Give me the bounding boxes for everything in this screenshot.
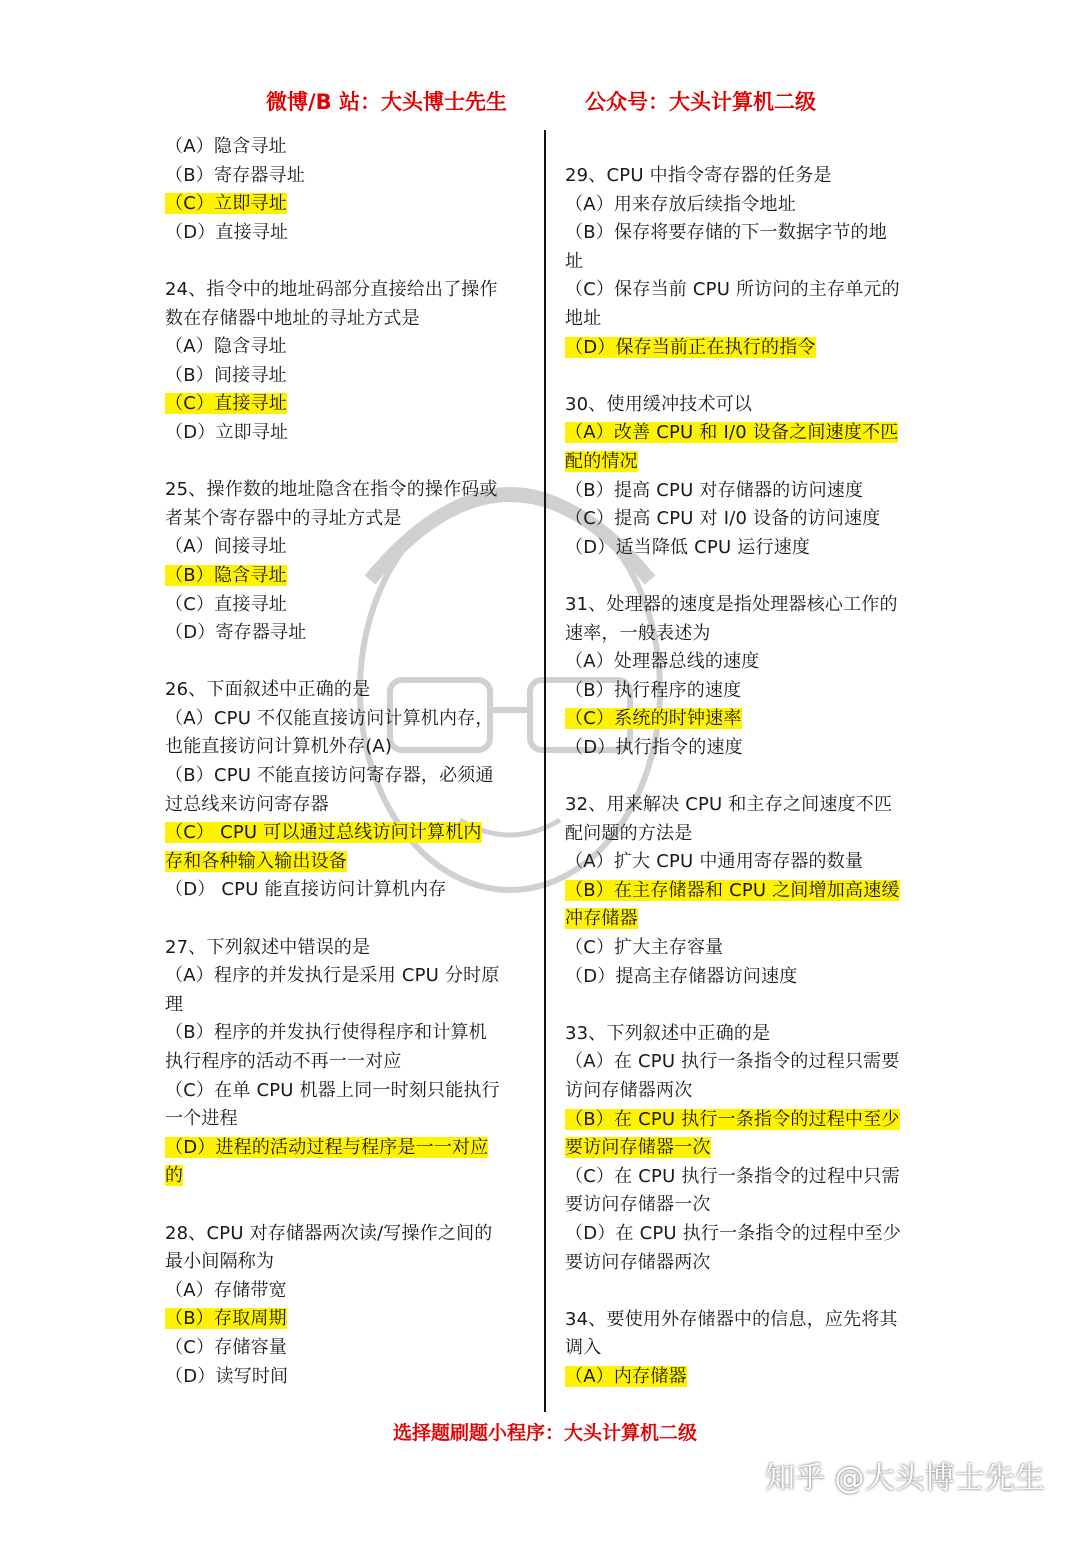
line-text: （A）程序的并发执行是采用 CPU 分时原 xyxy=(165,965,500,987)
line-text: （C）扩大主存容量 xyxy=(565,937,724,959)
question-line xyxy=(165,1248,533,1277)
answer-line-highlighted xyxy=(565,419,933,448)
column-divider xyxy=(544,130,546,1412)
question-line xyxy=(565,1077,933,1106)
question-line xyxy=(565,1191,933,1220)
line-text: 27、下列叙述中错误的是 xyxy=(165,936,371,958)
answer-line-highlighted xyxy=(565,334,933,363)
page-header xyxy=(0,86,1090,118)
line-text: （A）隐含寻址 xyxy=(165,336,287,358)
line-text: （D）保存当前正在执行的指令 xyxy=(565,336,816,358)
question-line xyxy=(165,333,533,362)
line-text: 配的情况 xyxy=(565,450,638,472)
line-text: （B）在 CPU 执行一条指令的过程中至少 xyxy=(565,1108,900,1130)
question-line xyxy=(165,705,533,734)
line-text: 要访问存储器一次 xyxy=(565,1194,711,1216)
line-text: 要访问存储器一次 xyxy=(565,1137,711,1159)
line-text: 地址 xyxy=(565,307,602,329)
line-text: （D）提高主存储器访问速度 xyxy=(565,965,798,987)
line-text: 26、下面叙述中正确的是 xyxy=(165,679,371,701)
answer-line-highlighted xyxy=(165,390,533,419)
spacer xyxy=(565,1277,933,1306)
line-text: 31、处理器的速度是指处理器核心工作的 xyxy=(565,593,898,615)
question-line xyxy=(165,876,533,905)
answer-line-highlighted xyxy=(565,1363,933,1392)
left-question-column xyxy=(165,133,533,1391)
line-text: 25、操作数的地址隐含在指令的操作码或 xyxy=(165,479,498,501)
spacer xyxy=(165,448,533,477)
question-line xyxy=(165,1019,533,1048)
spacer xyxy=(565,991,933,1020)
answer-line-highlighted xyxy=(165,1134,533,1163)
line-text: 32、用来解决 CPU 和主存之间速度不匹 xyxy=(565,794,893,816)
line-text: （B）存取周期 xyxy=(165,1308,287,1330)
line-text: 24、指令中的地址码部分直接给出了操作 xyxy=(165,278,498,300)
header-weibo-bilibili: 微博/B 站：大头博士先生 xyxy=(266,90,507,114)
question-line xyxy=(565,191,933,220)
line-text: 调入 xyxy=(565,1337,602,1359)
line-text: 冲存储器 xyxy=(565,908,638,930)
spacer xyxy=(165,247,533,276)
line-text: （C）保存当前 CPU 所访问的主存单元的 xyxy=(565,279,900,301)
line-text: 速率，一般表述为 xyxy=(565,622,711,644)
question-line xyxy=(165,219,533,248)
line-text: 的 xyxy=(165,1165,184,1187)
spacer xyxy=(165,1191,533,1220)
spacer xyxy=(165,905,533,934)
line-text: 也能直接访问计算机外存(A) xyxy=(165,736,393,758)
line-text: （C）直接寻址 xyxy=(165,593,287,615)
question-line xyxy=(165,791,533,820)
question-line xyxy=(565,1249,933,1278)
question-line xyxy=(565,591,933,620)
question-line xyxy=(165,305,533,334)
line-text: （A）CPU 不仅能直接访问计算机内存， xyxy=(165,707,494,729)
spacer xyxy=(565,562,933,591)
question-line xyxy=(565,963,933,992)
spacer xyxy=(565,362,933,391)
question-line xyxy=(565,734,933,763)
line-text: （C）立即寻址 xyxy=(165,193,287,215)
line-text: 29、CPU 中指令寄存器的任务是 xyxy=(565,165,832,186)
question-line xyxy=(565,1020,933,1049)
zhihu-watermark: 知乎 @大头博士先生 xyxy=(765,1461,1045,1496)
answer-line-highlighted xyxy=(565,1106,933,1135)
line-text: （A）内存储器 xyxy=(565,1365,687,1387)
line-text: 执行程序的活动不再一一对应 xyxy=(165,1051,402,1072)
line-text: （D） CPU 能直接访问计算机内存 xyxy=(165,879,447,901)
line-text: （B）间接寻址 xyxy=(165,364,287,386)
question-line xyxy=(165,1077,533,1106)
question-line xyxy=(565,620,933,649)
question-line xyxy=(565,162,933,191)
question-line xyxy=(565,677,933,706)
question-line xyxy=(165,419,533,448)
answer-line-highlighted xyxy=(165,1162,533,1191)
line-text: 要访问存储器两次 xyxy=(565,1251,711,1273)
question-line xyxy=(565,1163,933,1192)
footer-mini-program: 选择题刷题小程序：大头计算机二级 xyxy=(392,1422,697,1444)
line-text: 34、要使用外存储器中的信息，应先将其 xyxy=(565,1308,898,1330)
line-text: 一个进程 xyxy=(165,1108,238,1130)
line-text: 者某个寄存器中的寻址方式是 xyxy=(165,507,402,529)
question-line xyxy=(565,276,933,305)
question-line xyxy=(565,848,933,877)
line-text: （A）存储带宽 xyxy=(165,1279,287,1301)
question-line xyxy=(565,934,933,963)
answer-line-highlighted xyxy=(565,877,933,906)
question-line xyxy=(565,477,933,506)
question-line xyxy=(565,1306,933,1335)
line-text: （C）在单 CPU 机器上同一时刻只能执行 xyxy=(165,1079,500,1101)
line-text: （C）存储容量 xyxy=(165,1336,287,1358)
line-text: （C）直接寻址 xyxy=(165,393,287,415)
answer-line-highlighted xyxy=(165,190,533,219)
line-text: 址 xyxy=(565,250,584,272)
line-text: （D）执行指令的速度 xyxy=(565,736,743,758)
question-line xyxy=(565,505,933,534)
question-line xyxy=(165,1105,533,1134)
line-text: （D）进程的活动过程与程序是一一对应 xyxy=(165,1136,489,1158)
right-question-column xyxy=(565,162,933,1392)
question-line xyxy=(165,1277,533,1306)
line-text: 30、使用缓冲技术可以 xyxy=(565,393,753,415)
question-line xyxy=(565,248,933,277)
spacer xyxy=(165,648,533,677)
line-text: （A）处理器总线的速度 xyxy=(565,651,760,673)
question-line xyxy=(165,362,533,391)
line-text: （B）CPU 不能直接访问寄存器，必须通 xyxy=(165,765,494,787)
question-line xyxy=(565,391,933,420)
line-text: 33、下列叙述中正确的是 xyxy=(565,1022,771,1044)
question-line xyxy=(565,791,933,820)
question-line xyxy=(165,619,533,648)
line-text: （B）在主存储器和 CPU 之间增加高速缓 xyxy=(565,879,900,901)
line-text: （A）在 CPU 执行一条指令的过程只需要 xyxy=(565,1051,900,1073)
question-line xyxy=(165,133,533,162)
answer-line-highlighted xyxy=(565,1134,933,1163)
line-text: 数在存储器中地址的寻址方式是 xyxy=(165,307,420,329)
question-line xyxy=(165,276,533,305)
answer-line-highlighted xyxy=(565,448,933,477)
line-text: 28、CPU 对存储器两次读/写操作之间的 xyxy=(165,1222,493,1244)
line-text: （C）系统的时钟速率 xyxy=(565,708,742,730)
line-text: （C）在 CPU 执行一条指令的过程中只需 xyxy=(565,1165,900,1187)
line-text: （A）用来存放后续指令地址 xyxy=(565,193,796,215)
line-text: （D）直接寻址 xyxy=(165,221,289,243)
line-text: （D）寄存器寻址 xyxy=(165,622,307,644)
answer-line-highlighted xyxy=(165,848,533,877)
answer-line-highlighted xyxy=(165,819,533,848)
line-text: 过总线来访问寄存器 xyxy=(165,793,329,815)
line-text: （A）扩大 CPU 中通用寄存器的数量 xyxy=(565,851,864,873)
question-line xyxy=(165,991,533,1020)
question-line xyxy=(565,305,933,334)
line-text: 理 xyxy=(165,993,184,1015)
answer-line-highlighted xyxy=(165,1305,533,1334)
question-line xyxy=(165,676,533,705)
line-text: （D）在 CPU 执行一条指令的过程中至少 xyxy=(565,1222,902,1244)
question-line xyxy=(165,1048,533,1077)
line-text: （A）间接寻址 xyxy=(165,536,287,558)
line-text: 最小间隔称为 xyxy=(165,1251,275,1273)
question-line xyxy=(165,476,533,505)
question-line xyxy=(165,162,533,191)
line-text: （B）程序的并发执行使得程序和计算机 xyxy=(165,1022,487,1044)
question-line xyxy=(165,1334,533,1363)
question-line xyxy=(165,962,533,991)
line-text: 配问题的方法是 xyxy=(565,822,693,844)
question-line xyxy=(165,591,533,620)
line-text: （B）隐含寻址 xyxy=(165,564,287,586)
spacer xyxy=(565,762,933,791)
question-line xyxy=(565,1220,933,1249)
line-text: 存和各种输入输出设备 xyxy=(165,850,347,872)
question-line xyxy=(565,1048,933,1077)
answer-line-highlighted xyxy=(565,705,933,734)
line-text: （D）适当降低 CPU 运行速度 xyxy=(565,536,811,558)
line-text: （B）提高 CPU 对存储器的访问速度 xyxy=(565,479,864,501)
line-text: （D）立即寻址 xyxy=(165,421,289,443)
question-line xyxy=(165,505,533,534)
line-text: （B）执行程序的速度 xyxy=(565,679,742,701)
question-line xyxy=(565,820,933,849)
question-line xyxy=(165,934,533,963)
header-wechat-account: 公众号：大头计算机二级 xyxy=(585,90,816,114)
line-text: （B）寄存器寻址 xyxy=(165,164,305,186)
question-line xyxy=(165,1220,533,1249)
question-line xyxy=(165,533,533,562)
answer-line-highlighted xyxy=(165,562,533,591)
line-text: 访问存储器两次 xyxy=(565,1080,693,1101)
question-line xyxy=(565,219,933,248)
question-line xyxy=(565,1334,933,1363)
line-text: （B）保存将要存储的下一数据字节的地 xyxy=(565,222,887,244)
question-line xyxy=(565,534,933,563)
question-line xyxy=(165,762,533,791)
line-text: （C）提高 CPU 对 I/0 设备的访问速度 xyxy=(565,508,881,530)
question-line xyxy=(165,1363,533,1392)
question-line xyxy=(165,733,533,762)
question-line xyxy=(565,648,933,677)
line-text: （D）读写时间 xyxy=(165,1365,289,1387)
answer-line-highlighted xyxy=(565,905,933,934)
line-text: （A）改善 CPU 和 I/0 设备之间速度不匹 xyxy=(565,422,899,444)
line-text: （C） CPU 可以通过总线访问计算机内 xyxy=(165,822,482,844)
line-text: （A）隐含寻址 xyxy=(165,136,287,157)
